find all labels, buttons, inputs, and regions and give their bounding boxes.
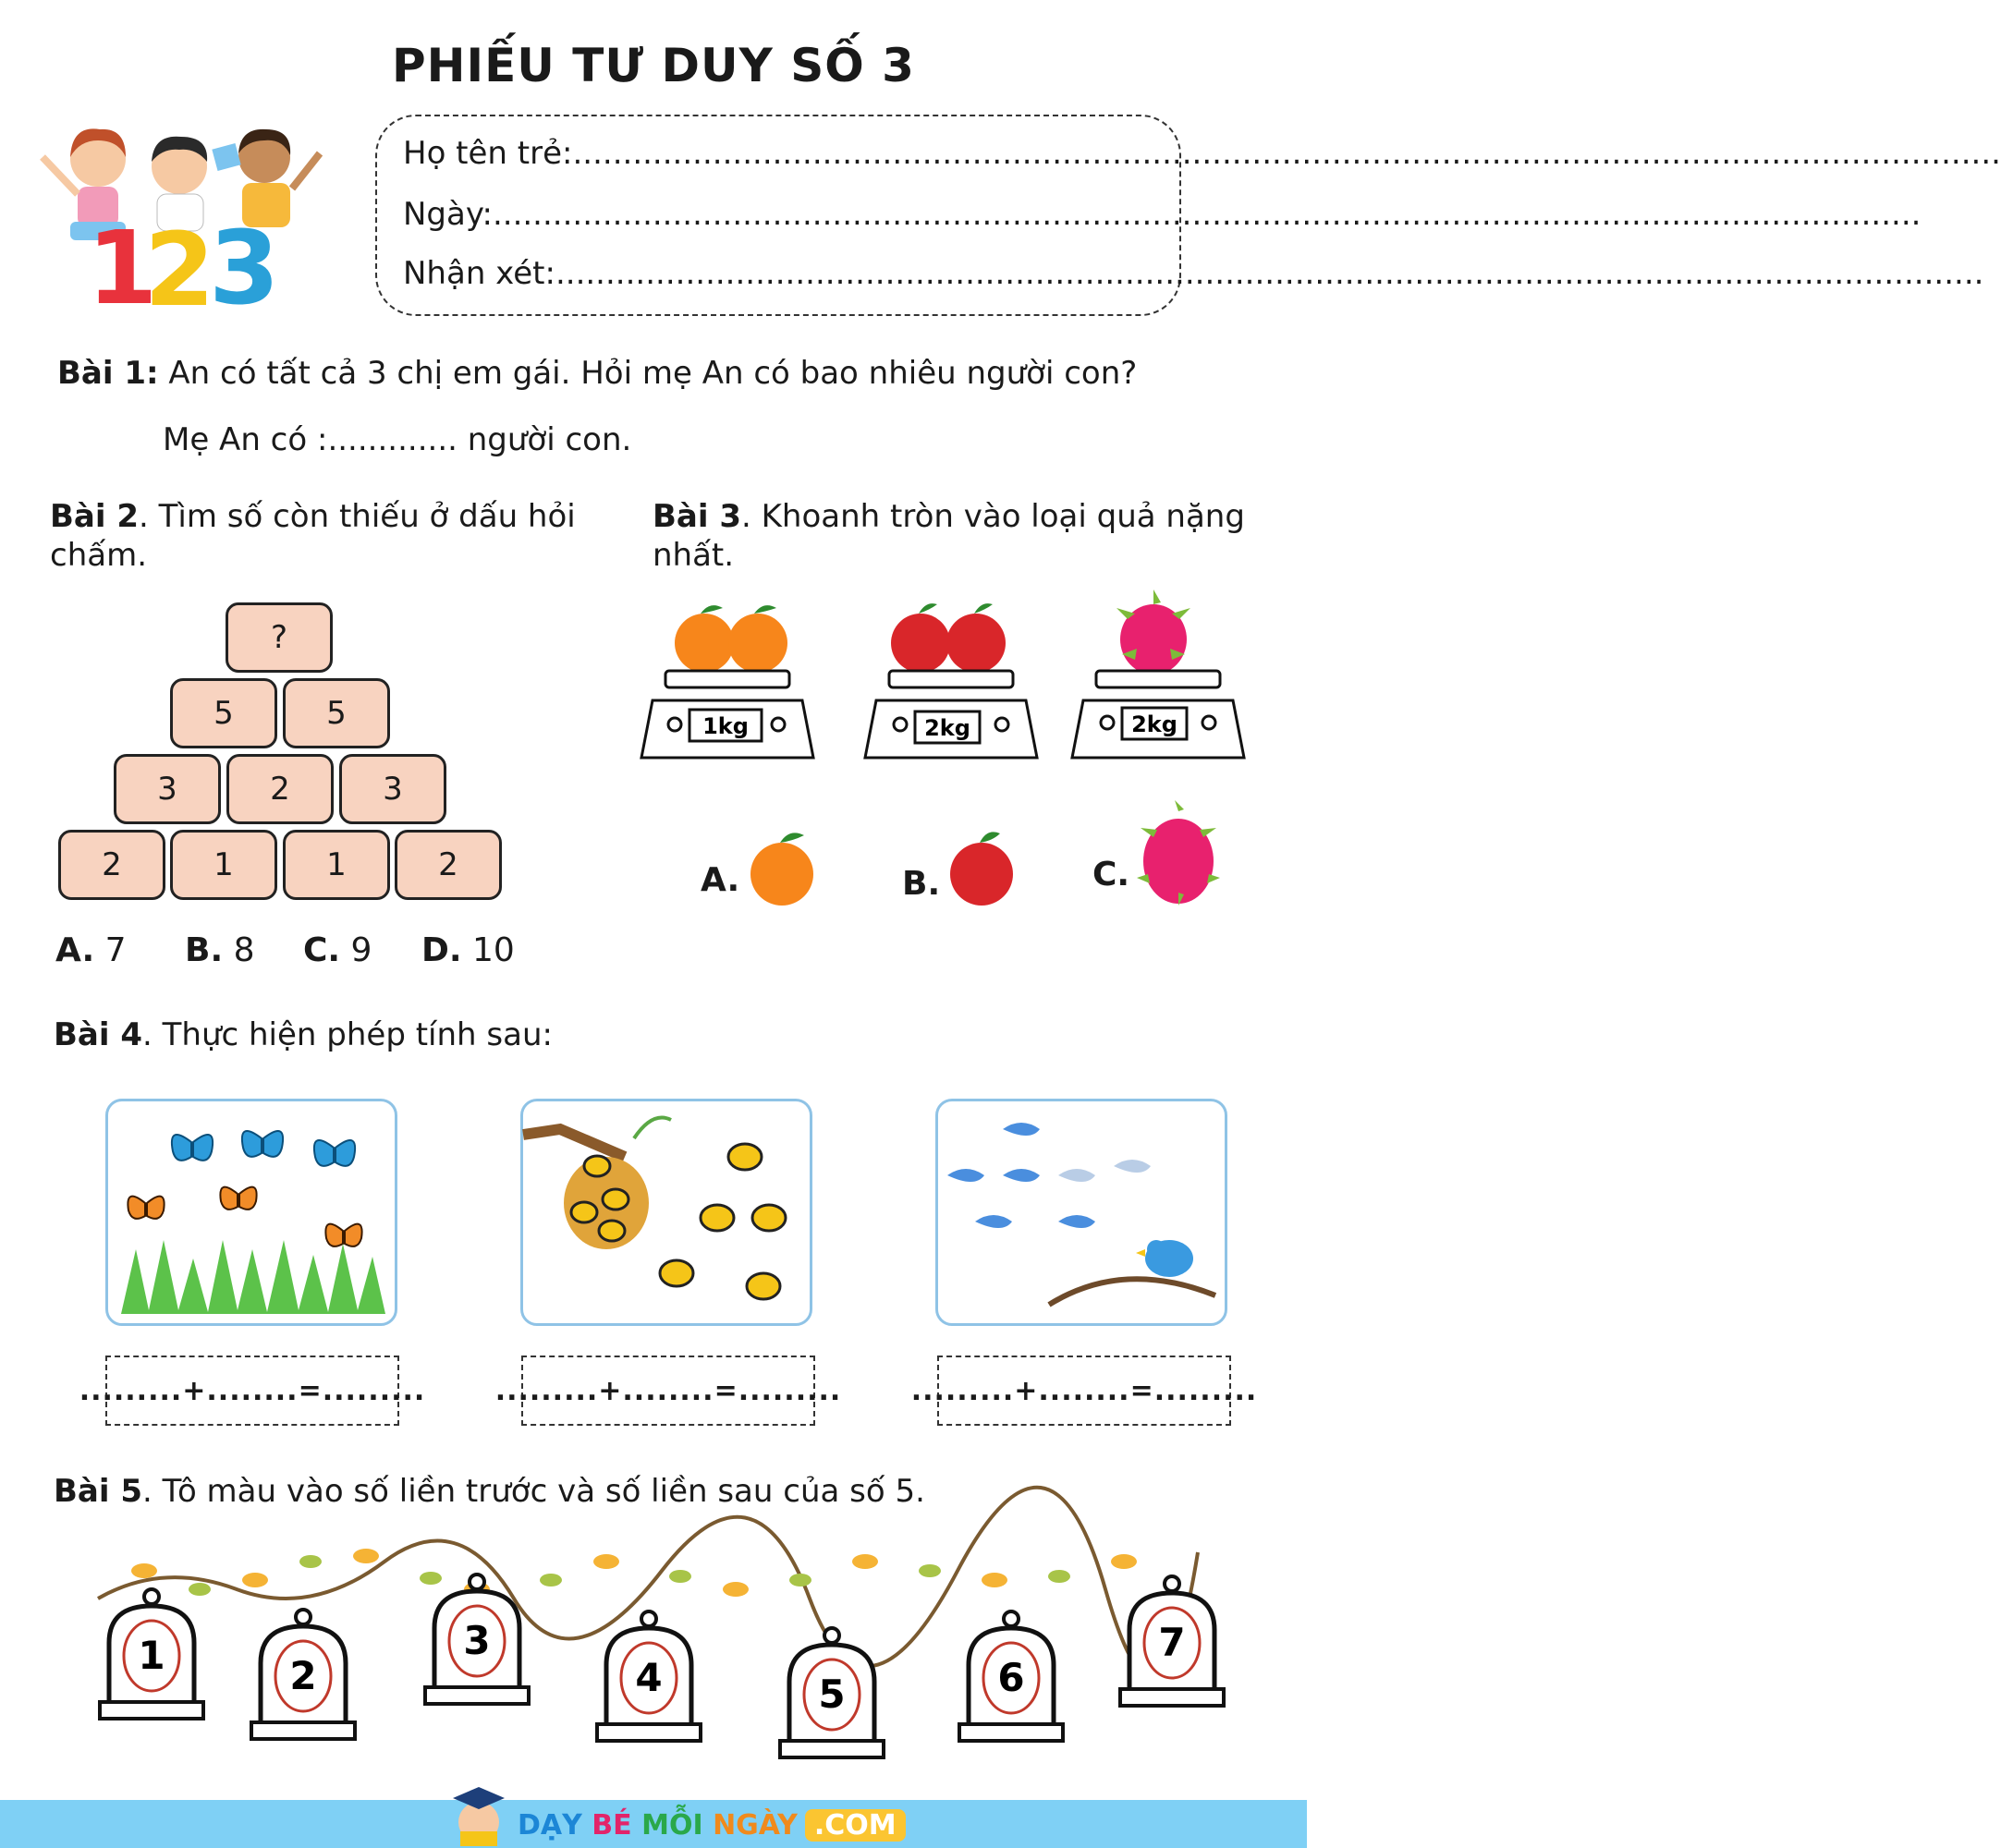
bai5-text: . Tô màu vào số liền trước và số liền sau của số 5. <box>142 1473 925 1510</box>
bai1-answer-prefix: Mẹ An có : <box>163 421 328 458</box>
pyramid-brick: 5 <box>170 678 277 748</box>
brand-be: BÉ <box>581 1809 632 1842</box>
lantern-number: 2 <box>289 1653 317 1698</box>
bai3-option-c[interactable]: C. <box>1092 856 1130 894</box>
scale-weight-label: 1kg <box>702 713 749 739</box>
number-lantern[interactable] <box>98 1587 205 1726</box>
comment-label: Nhận xét: <box>403 255 555 292</box>
scale-dragonfruit <box>1072 590 1244 758</box>
orange-icon[interactable] <box>747 826 821 909</box>
number-lantern[interactable] <box>778 1626 885 1765</box>
bai5-question <box>54 1473 925 1510</box>
lantern-number: 1 <box>138 1633 165 1678</box>
bai2-option-c[interactable]: C. 9 <box>303 931 372 969</box>
pyramid-brick: 5 <box>283 678 390 748</box>
lantern-number: 7 <box>1158 1620 1186 1665</box>
bai2-text: . Tìm số còn thiếu ở dấu hỏi chấm. <box>50 498 576 574</box>
butterflies-illustration <box>108 1101 400 1329</box>
bai3-question <box>653 497 1263 575</box>
name-label: Họ tên trẻ: <box>403 135 573 172</box>
bai2-option-b[interactable]: B. 8 <box>185 931 255 969</box>
bai2-option-a[interactable]: A. 7 <box>55 931 127 969</box>
bai4-label: Bài 4 <box>54 1016 143 1053</box>
bai2-label: Bài 2 <box>50 498 140 535</box>
pyramid-brick: 2 <box>58 830 165 900</box>
scale-oranges <box>641 605 813 758</box>
pyramid-brick: 2 <box>395 830 502 900</box>
bees-card <box>520 1099 812 1326</box>
scale-apples <box>865 603 1037 758</box>
pyramid-brick: 1 <box>170 830 277 900</box>
bai3-label: Bài 3 <box>653 498 742 535</box>
bai1-question <box>57 355 1137 392</box>
lantern-number: 5 <box>818 1672 846 1717</box>
bai3-text: . Khoanh tròn vào loại quả nặng nhất. <box>653 498 1245 574</box>
pyramid-brick: 3 <box>114 754 221 824</box>
bai1-label: Bài 1: <box>57 355 159 392</box>
bees-illustration <box>523 1101 815 1329</box>
scale-weight-label: 2kg <box>924 715 970 741</box>
date-label: Ngày: <box>403 196 493 233</box>
birds-illustration <box>938 1101 1230 1329</box>
birds-card <box>935 1099 1227 1326</box>
name-field[interactable] <box>403 135 2001 172</box>
bai2-option-d[interactable]: D. 10 <box>421 931 515 969</box>
number-lantern[interactable] <box>423 1573 531 1711</box>
graduate-mascot-icon <box>447 1778 512 1848</box>
kids-123-illustration <box>33 120 329 329</box>
brand-com: .COM <box>805 1809 906 1842</box>
bai1-answer-dots: ............. <box>327 421 458 458</box>
svg-text:2: 2 <box>144 211 215 329</box>
lantern-number: 4 <box>635 1655 663 1700</box>
date-dots: ............................................................................................................................................... <box>492 196 1922 233</box>
svg-text:3: 3 <box>209 209 280 327</box>
fruit-scales <box>638 591 1257 776</box>
number-lantern[interactable] <box>250 1608 357 1746</box>
bai5-label: Bài 5 <box>54 1473 143 1510</box>
equation-box[interactable]: .........+........=......... <box>105 1356 399 1426</box>
brand-day: DẠY <box>518 1809 582 1842</box>
bai3-option-a[interactable]: A. <box>701 861 740 899</box>
bai2-question <box>50 497 604 575</box>
equation-box[interactable]: .........+........=......... <box>521 1356 815 1426</box>
brand-moi: MỖI <box>631 1809 703 1842</box>
bai1-answer-suffix: người con. <box>457 421 632 458</box>
bai4-question <box>54 1016 553 1053</box>
equation-box[interactable]: .........+........=......... <box>937 1356 1231 1426</box>
pyramid-brick: 2 <box>226 754 334 824</box>
butterflies-card <box>105 1099 397 1326</box>
date-field[interactable] <box>403 196 1922 233</box>
comment-dots: ............................................................................................................................................... <box>555 255 1984 292</box>
dragon-fruit-icon[interactable] <box>1135 800 1222 911</box>
lantern-number: 6 <box>997 1655 1025 1700</box>
scale-weight-label: 2kg <box>1131 711 1177 737</box>
number-lantern[interactable] <box>595 1610 702 1748</box>
lantern-number: 3 <box>463 1618 491 1663</box>
apple-icon[interactable] <box>945 826 1019 909</box>
bai4-text: . Thực hiện phép tính sau: <box>142 1016 553 1053</box>
bai3-option-b[interactable]: B. <box>902 865 941 903</box>
comment-field[interactable] <box>403 255 1984 292</box>
svg-text:1: 1 <box>87 209 158 327</box>
brand-logo[interactable] <box>518 1809 906 1842</box>
number-lantern[interactable] <box>1118 1574 1226 1713</box>
pyramid-brick: 3 <box>339 754 446 824</box>
name-dots: ............................................................................................................................................... <box>572 135 2001 172</box>
page-title: PHIẾU TƯ DUY SỐ 3 <box>392 39 915 92</box>
brand-ngay: NGÀY <box>702 1809 798 1842</box>
pyramid-brick: 1 <box>283 830 390 900</box>
number-lantern[interactable] <box>958 1610 1065 1748</box>
bai1-answer[interactable] <box>163 421 631 458</box>
bai1-text: An có tất cả 3 chị em gái. Hỏi mẹ An có bao nhiêu người con? <box>158 355 1138 392</box>
pyramid-brick[interactable]: ? <box>226 602 333 673</box>
